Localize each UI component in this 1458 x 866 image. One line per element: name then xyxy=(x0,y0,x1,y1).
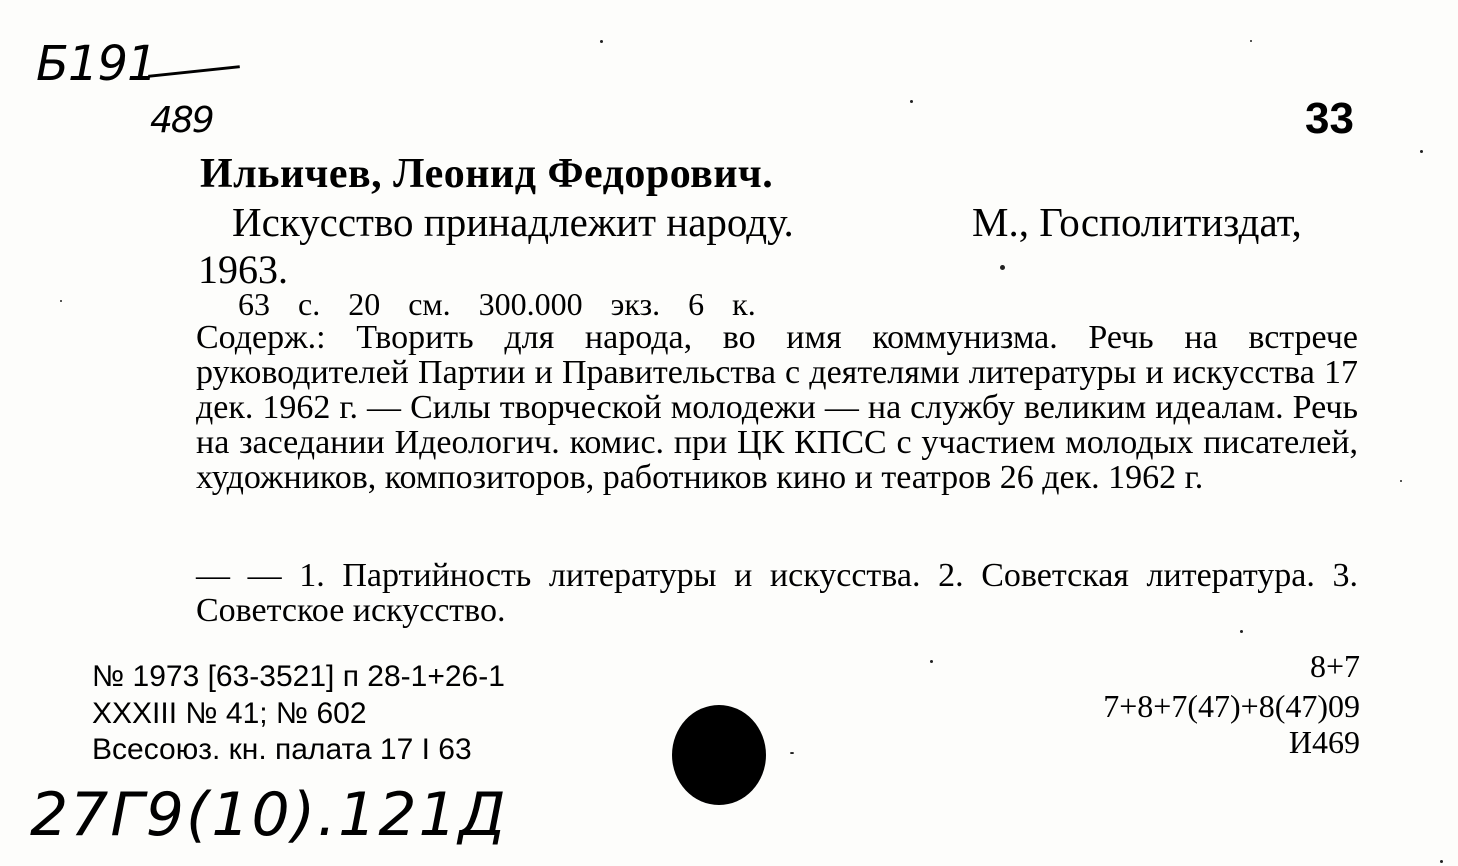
handwritten-call-number: 27Г9(10).121Д xyxy=(30,780,508,850)
noise-speck xyxy=(1420,150,1423,153)
card-number: 33 xyxy=(1305,94,1354,143)
noise-speck xyxy=(910,100,913,103)
author-mark: И469 xyxy=(1288,724,1360,760)
publication-year: 1963. xyxy=(198,247,288,292)
noise-speck xyxy=(1250,40,1252,42)
series-record: XXXIII № 41; № 602 xyxy=(92,697,367,730)
registration-number: № 1973 [63-3521] п 28-1+26-1 xyxy=(92,660,505,693)
imprint: М., Госполитиздат, xyxy=(972,199,1302,245)
noise-speck xyxy=(790,752,794,754)
chamber-imprint: Всесоюз. кн. палата 17 I 63 xyxy=(92,733,472,766)
noise-speck xyxy=(60,300,62,302)
noise-speck xyxy=(600,40,603,43)
book-title: Искусство принадлежит народу. xyxy=(232,199,794,245)
noise-speck xyxy=(1440,860,1443,863)
author-heading: Ильичев, Леонид Федорович. xyxy=(200,151,774,197)
noise-speck xyxy=(930,660,933,663)
card-punch-hole xyxy=(672,705,766,805)
handwritten-shelfmark: Б191 xyxy=(36,36,157,92)
contents-note: Содерж.: Творить для народа, во имя коммунизма. Речь на встрече руководителей Партии и Правительства с деятелями литературы и искусства 17 дек. 1962 г. — Силы творческой молодежи — на службу великим идеалам. Речь на заседании Идеологич. комис. при ЦК КПСС с участием молодых писателей, художников, композиторов, работников кино и театров 26 дек. 1962 г. xyxy=(196,319,1358,496)
physical-description: 63 с. 20 см. 300.000 экз. 6 к. xyxy=(238,286,756,322)
handwritten-fraction-line xyxy=(148,65,240,78)
noise-speck xyxy=(1240,630,1243,633)
noise-speck xyxy=(1000,265,1005,270)
classification-index-1: 8+7 xyxy=(1309,648,1360,684)
noise-speck xyxy=(1400,480,1402,482)
handwritten-shelfmark-sub: 489 xyxy=(150,100,213,141)
classification-index-2: 7+8+7(47)+8(47)09 xyxy=(1103,688,1360,724)
subject-headings: — — 1. Партийность литературы и искусства. 2. Советская литература. 3. Советское искусство. xyxy=(196,557,1358,629)
